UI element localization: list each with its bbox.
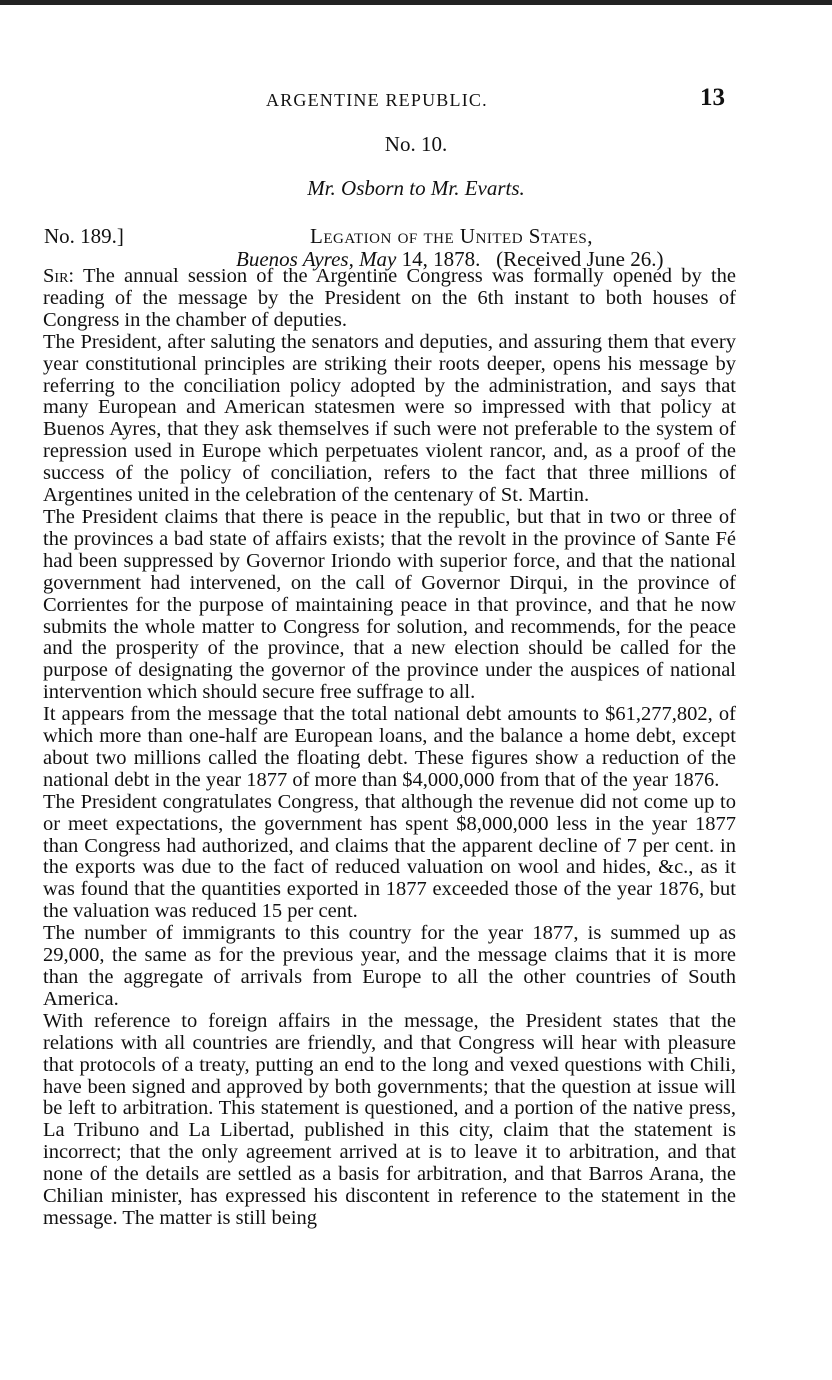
running-title: ARGENTINE REPUBLIC. <box>266 90 488 110</box>
despatch-number: No. 189.] <box>44 224 124 248</box>
document-number: No. 10. <box>384 132 448 156</box>
paragraph-3 <box>43 507 736 704</box>
place-date: Buenos Ayres, May <box>236 247 397 271</box>
received-date: (Received June 26.) <box>496 247 664 271</box>
paragraph-text: The President, after saluting the senators and deputies, and assuring them that every year constitutional principles are striking their roots deeper, opens his message by referring to the conciliation policy adopted by the administration, and says that many European and American statesmen were so impressed with that policy at Buenos Ayres, that they ask themselves if such were not preferable to the system of repression used in Europe which perpetuates violent rancor, and, as a proof of the success of the policy of conciliation, refers to the fact that three millions of Argentines united in the celebration of the centenary of St. Martin. <box>43 330 736 507</box>
paragraph-4 <box>43 704 736 792</box>
letter-body <box>43 266 736 1230</box>
paragraph-text: It appears from the message that the total national debt amounts to $61,277,802, of which more than one-half are European loans, and the balance a home debt, except about two millions called the floating debt. These figures show a reduction of the national debt in the year 1877 of more than $4,000,000 from that of the year 1876. <box>43 703 736 791</box>
correspondents-heading: Mr. Osborn to Mr. Evarts. <box>307 176 525 200</box>
paragraph-text: With reference to foreign affairs in the message, the President states that the relations with all countries are friendly, and that Congress will hear with pleasure that protocols of a treaty, putting an end to the long and vexed questions with Chili, have been signed and approved by both governments; that the question at issue will be left to arbitration. This statement is questioned, and a portion of the native press, La Tribuno and La Libertad, published in this city, claim that the statement is incorrect; that the only agreement arrived at is to leave it to arbitration, and that none of the details are settled as a basis for arbitration, and that Barros Arana, the Chilian minister, has expressed his discontent in reference to the statement in the message. The matter is still being <box>43 1009 736 1229</box>
date-rest: 14, 1878. <box>401 247 481 271</box>
salutation: Sir: <box>43 265 75 287</box>
paragraph-5 <box>43 792 736 923</box>
paragraph-text: The President claims that there is peace in the republic, but that in two or three of the provinces a bad state of affairs exists; that the revolt in the province of Sante Fé had been suppressed by Governor Iriondo with superior force, and that the national government had intervened, on the call of Governor Dirqui, in the province of Corrientes for the purpose of maintaining peace in that province, and that he now submits the whole matter to Congress for solution, and recommends, for the peace and the prosperity of the province, that a new election should be called for the purpose of designating the governor of the province under the auspices of national intervention which should secure free suffrage to all. <box>43 505 736 704</box>
page-number: 13 <box>700 84 725 111</box>
paragraph-text: The annual session of the Argentine Congress was formally opened by the reading of the message by the President on the 6th instant to both houses of Congress in the chamber of deputies. <box>43 265 736 331</box>
paragraph-text: The President congratulates Congress, that although the revenue did not come up to or meet expectations, the government has spent $8,000,000 less in the year 1877 than Congress had authorized, and claims that the apparent decline of 7 per cent. in the exports was due to the fact of reduced valuation on wool and hides, &c., as it was found that the quantities exported in 1877 exceeded those of the year 1876, but the valuation was reduced 15 per cent. <box>43 790 736 923</box>
paragraph-1 <box>43 266 736 332</box>
top-border-rule <box>0 0 832 5</box>
paragraph-text: The number of immigrants to this country for the year 1877, is summed up as 29,000, the same as for the previous year, and the message claims that it is more than the aggregate of arrivals from Europe to all the other countries of South America. <box>43 922 736 1010</box>
paragraph-7 <box>43 1011 736 1230</box>
running-head <box>0 86 832 116</box>
paragraph-6 <box>43 923 736 1011</box>
paragraph-2 <box>43 332 736 507</box>
legation-heading: Legation of the United States, <box>310 224 594 248</box>
